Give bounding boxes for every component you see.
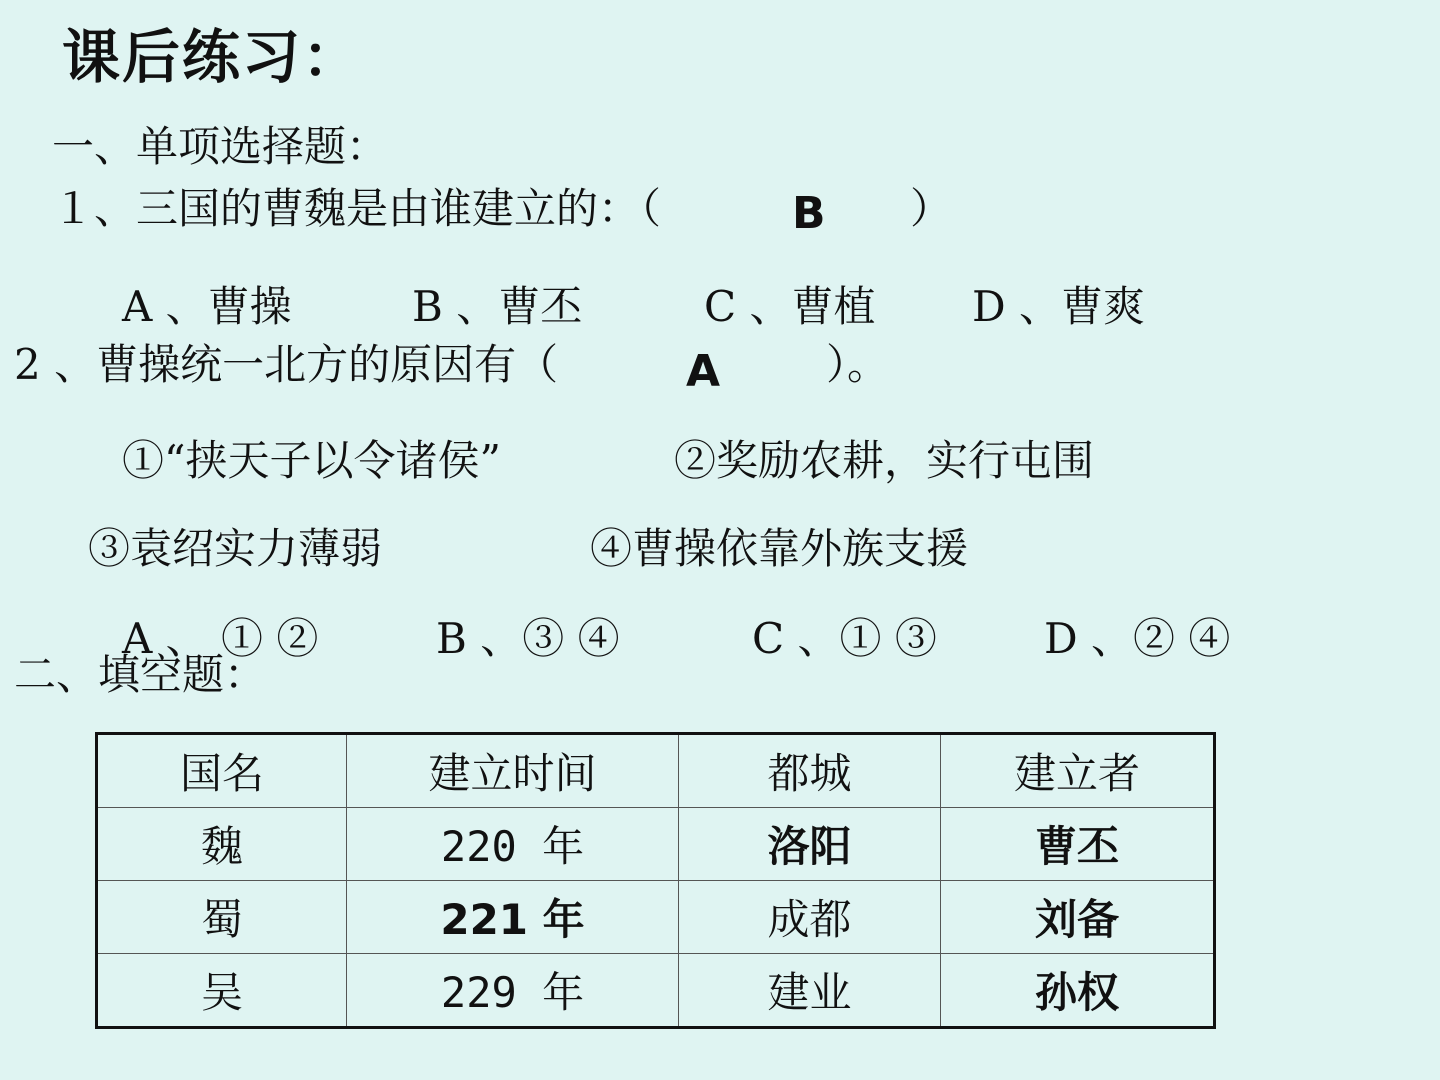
q1-option-c: C 、曹植 [704, 282, 876, 331]
q2-statement-1: ①“挟天子以令诸侯” [122, 436, 501, 485]
table-cell-country: 蜀 [97, 881, 347, 954]
q2-stem: 2 、曹操统一北方的原因有（ [14, 340, 559, 389]
q1-option-d: D 、曹爽 [972, 282, 1146, 331]
q1-stem: １、三国的曹魏是由谁建立的：（ [52, 184, 662, 233]
table-cell-year: 220 年 [347, 808, 679, 881]
table-cell-capital: 成都 [679, 881, 941, 954]
table-cell-country: 吴 [97, 954, 347, 1028]
table-row [97, 808, 1215, 881]
q2-option-a: A 、 ① ② [122, 614, 319, 663]
table-cell-capital: 建业 [679, 954, 941, 1028]
q2-statement-3: ③袁绍实力薄弱 [88, 524, 383, 573]
table-cell-year: 221 年 [347, 881, 679, 954]
q1-option-a: A 、曹操 [122, 282, 292, 331]
q2-statement-4: ④曹操依靠外族支援 [590, 524, 969, 573]
q2-option-b: B 、③ ④ [436, 614, 620, 663]
section1-heading: 一、单项选择题： [52, 122, 389, 171]
table-cell-founder: 曹丕 [941, 808, 1215, 881]
table-header-cell: 建立时间 [347, 734, 679, 808]
table-header-cell: 建立者 [941, 734, 1215, 808]
table-header-cell: 都城 [679, 734, 941, 808]
fill-in-table [95, 732, 1216, 1029]
q2-option-c: C 、① ③ [752, 614, 937, 663]
q2-answer: A [686, 346, 721, 397]
table-cell-capital: 洛阳 [679, 808, 941, 881]
table-header-row [97, 734, 1215, 808]
table-cell-founder: 刘备 [941, 881, 1215, 954]
table-cell-year: 229 年 [347, 954, 679, 1028]
q1-answer: B [792, 188, 826, 239]
q2-statement-2: ②奖励农耕，实行屯围 [674, 436, 1095, 485]
table-row [97, 881, 1215, 954]
q2-option-d: D 、② ④ [1044, 614, 1231, 663]
table-header-cell: 国名 [97, 734, 347, 808]
q1-close-paren: ） [910, 184, 953, 233]
table-cell-country: 魏 [97, 808, 347, 881]
table-row [97, 954, 1215, 1028]
page-title: 课后练习： [62, 23, 363, 91]
table-cell-founder: 孙权 [941, 954, 1215, 1028]
q2-close-paren: ）。 [826, 340, 890, 389]
q1-option-b: B 、曹丕 [412, 282, 583, 331]
section2-heading: 二、填空题： [14, 650, 267, 699]
